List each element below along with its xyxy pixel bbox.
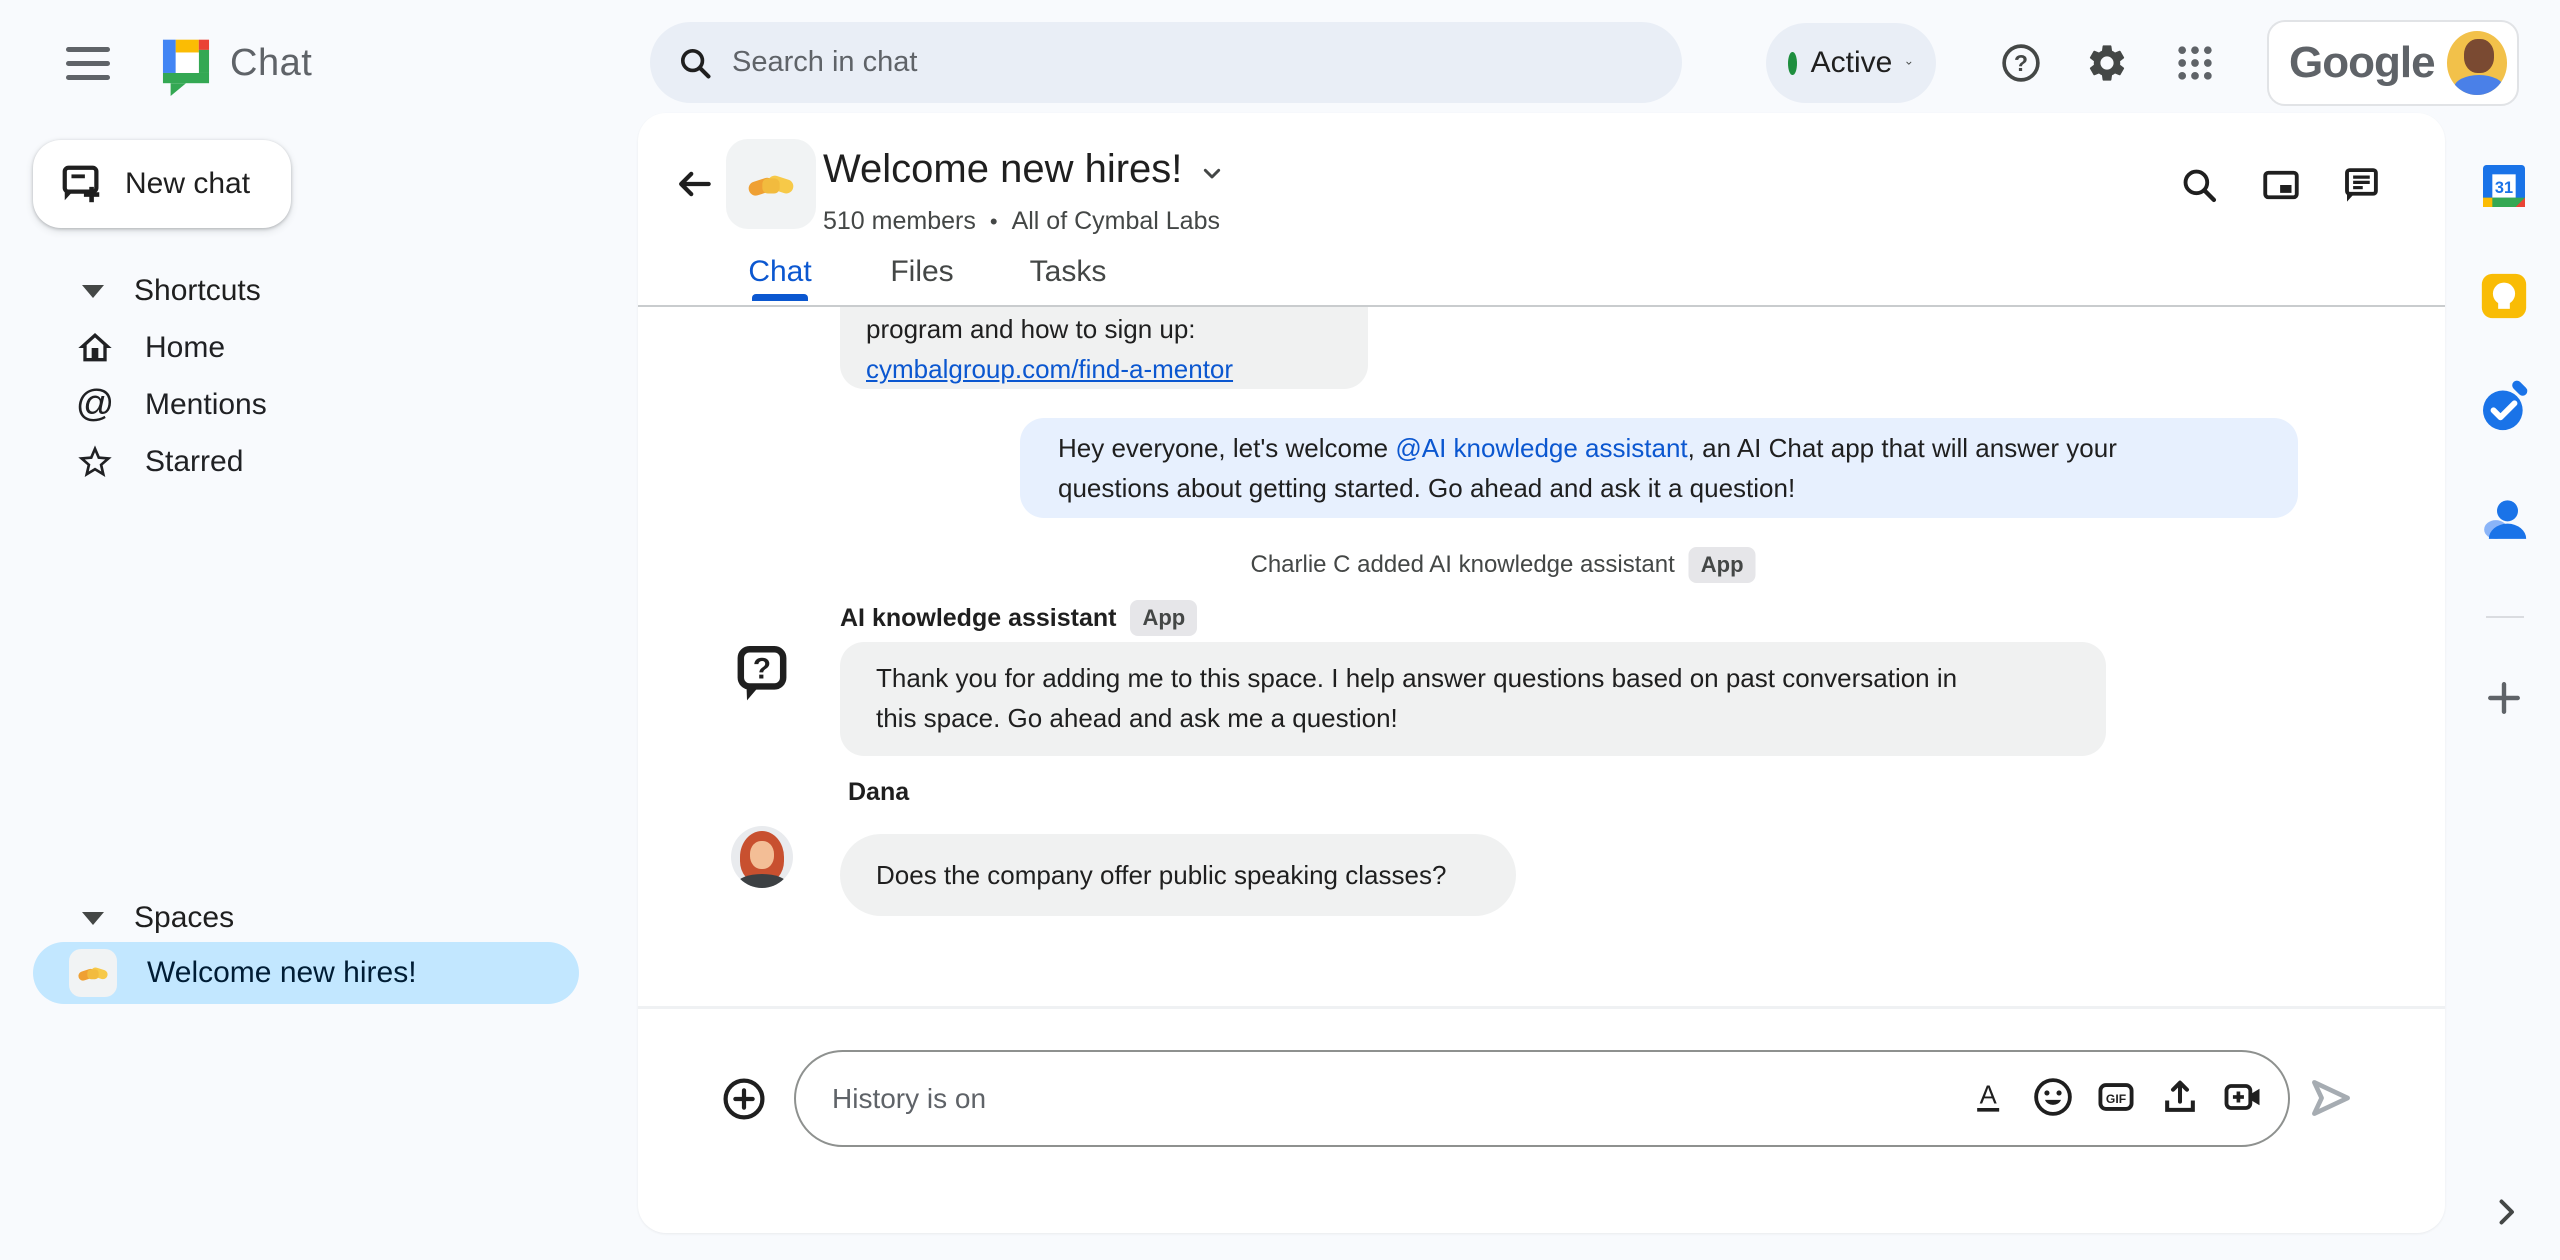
dana-sender-row <box>848 778 909 807</box>
tab-files[interactable]: Files <box>890 255 954 288</box>
svg-text:GIF: GIF <box>2105 1092 2127 1107</box>
space-avatar-large <box>726 139 816 229</box>
google-chat-logo[interactable] <box>155 32 217 96</box>
text-format-icon[interactable] <box>1968 1075 2012 1119</box>
shortcuts-section-header[interactable]: Shortcuts <box>0 263 560 319</box>
svg-text:?: ? <box>2014 50 2028 77</box>
chevron-down-icon <box>1904 50 1914 76</box>
space-name: Welcome new hires! <box>147 956 417 989</box>
gif-icon[interactable] <box>2094 1075 2138 1119</box>
dana-avatar <box>731 826 793 888</box>
org-audience: All of Cymbal Labs <box>1011 207 1220 235</box>
message-bubble-announcement: Hey everyone, let's welcome @AI knowledge assistant, an AI Chat app that will answer your questions about getting started. Go ahead and ask it a question! <box>1020 418 2298 518</box>
new-chat-button[interactable] <box>33 140 291 228</box>
search-icon[interactable] <box>2178 164 2220 206</box>
keep-icon[interactable] <box>2476 268 2532 324</box>
settings-gear-icon[interactable] <box>2085 41 2129 85</box>
google-wordmark: Google <box>2289 38 2435 87</box>
ai-sender-name: AI knowledge assistant <box>840 603 1117 632</box>
app-badge: App <box>1689 547 1756 583</box>
sidebar-item-mentions[interactable]: @ Mentions <box>0 376 560 433</box>
chevron-right-icon[interactable] <box>2488 1194 2524 1230</box>
sidebar-space-welcome-new-hires[interactable] <box>33 942 579 1004</box>
send-icon[interactable] <box>2306 1073 2356 1123</box>
sidebar-item-starred[interactable]: Starred <box>0 433 560 490</box>
message-threads-icon[interactable] <box>2340 164 2382 206</box>
contacts-icon[interactable] <box>2476 491 2532 547</box>
app-badge: App <box>1130 600 1197 636</box>
back-arrow-icon[interactable] <box>672 162 716 206</box>
help-icon[interactable] <box>1999 41 2043 85</box>
sidebar-item-home[interactable]: Home <box>0 319 560 376</box>
tab-chat[interactable]: Chat <box>748 255 812 288</box>
message-bubble-partial: program and how to sign up: cymbalgroup.com/find-a-mentor <box>840 307 1368 389</box>
status-label: Active <box>1810 46 1893 79</box>
caret-down-icon <box>82 285 104 298</box>
new-chat-label: New chat <box>125 167 251 200</box>
space-title-menu[interactable] <box>823 147 1228 192</box>
space-avatar <box>69 949 117 997</box>
at-mention-icon: @ <box>75 383 115 425</box>
rail-divider <box>2486 616 2524 618</box>
search-input[interactable] <box>732 46 1656 79</box>
main-menu-button[interactable] <box>66 47 110 81</box>
ai-assistant-mention[interactable]: @AI knowledge assistant <box>1395 433 1688 463</box>
composer-divider <box>638 1006 2445 1009</box>
message-bubble-dana: Does the company offer public speaking classes? <box>840 834 1516 916</box>
upload-icon[interactable] <box>2158 1075 2202 1119</box>
mentor-link[interactable]: cymbalgroup.com/find-a-mentor <box>866 354 1234 384</box>
handshake-icon <box>745 158 797 210</box>
space-subtitle: 510 members • All of Cymbal Labs <box>823 207 1220 235</box>
picture-in-picture-icon[interactable] <box>2260 164 2302 206</box>
emoji-icon[interactable] <box>2031 1075 2075 1119</box>
status-active-dot <box>1788 52 1797 75</box>
ai-sender-row <box>840 600 1197 636</box>
member-count: 510 members <box>823 207 976 235</box>
dana-sender-name: Dana <box>848 778 910 806</box>
active-tab-indicator <box>752 294 808 301</box>
search-icon <box>676 44 714 82</box>
apps-grid-icon[interactable] <box>2173 41 2217 85</box>
search-bar[interactable] <box>650 22 1682 103</box>
star-icon <box>73 442 117 482</box>
spaces-section-header[interactable]: Spaces <box>0 890 560 946</box>
video-meet-icon[interactable] <box>2221 1075 2265 1119</box>
svg-text:A: A <box>1979 1081 1997 1110</box>
add-plus-icon[interactable] <box>2482 676 2526 720</box>
svg-text:?: ? <box>752 652 772 686</box>
space-title: Welcome new hires! <box>823 147 1183 191</box>
status-selector[interactable] <box>1766 23 1936 103</box>
caret-down-icon <box>82 912 104 925</box>
chat-panel <box>638 113 2445 1233</box>
new-chat-icon <box>59 161 105 207</box>
tab-tasks[interactable]: Tasks <box>1029 255 1107 288</box>
svg-text:31: 31 <box>2494 179 2514 197</box>
question-bubble-icon <box>731 642 793 704</box>
tasks-icon[interactable] <box>2476 380 2532 436</box>
google-account-button[interactable] <box>2267 20 2519 106</box>
message-bubble-ai: Thank you for adding me to this space. I help answer questions based on past conversation in this space. Go ahead and ask me a question! <box>840 642 2106 756</box>
home-icon <box>73 328 117 368</box>
app-title: Chat <box>230 42 313 84</box>
handshake-icon <box>76 956 110 990</box>
calendar-icon[interactable] <box>2476 158 2532 214</box>
chevron-down-icon <box>1196 157 1228 189</box>
system-message: Charlie C added AI knowledge assistant App <box>1250 547 1755 583</box>
user-avatar[interactable] <box>2447 31 2507 95</box>
add-plus-icon[interactable] <box>721 1076 767 1122</box>
